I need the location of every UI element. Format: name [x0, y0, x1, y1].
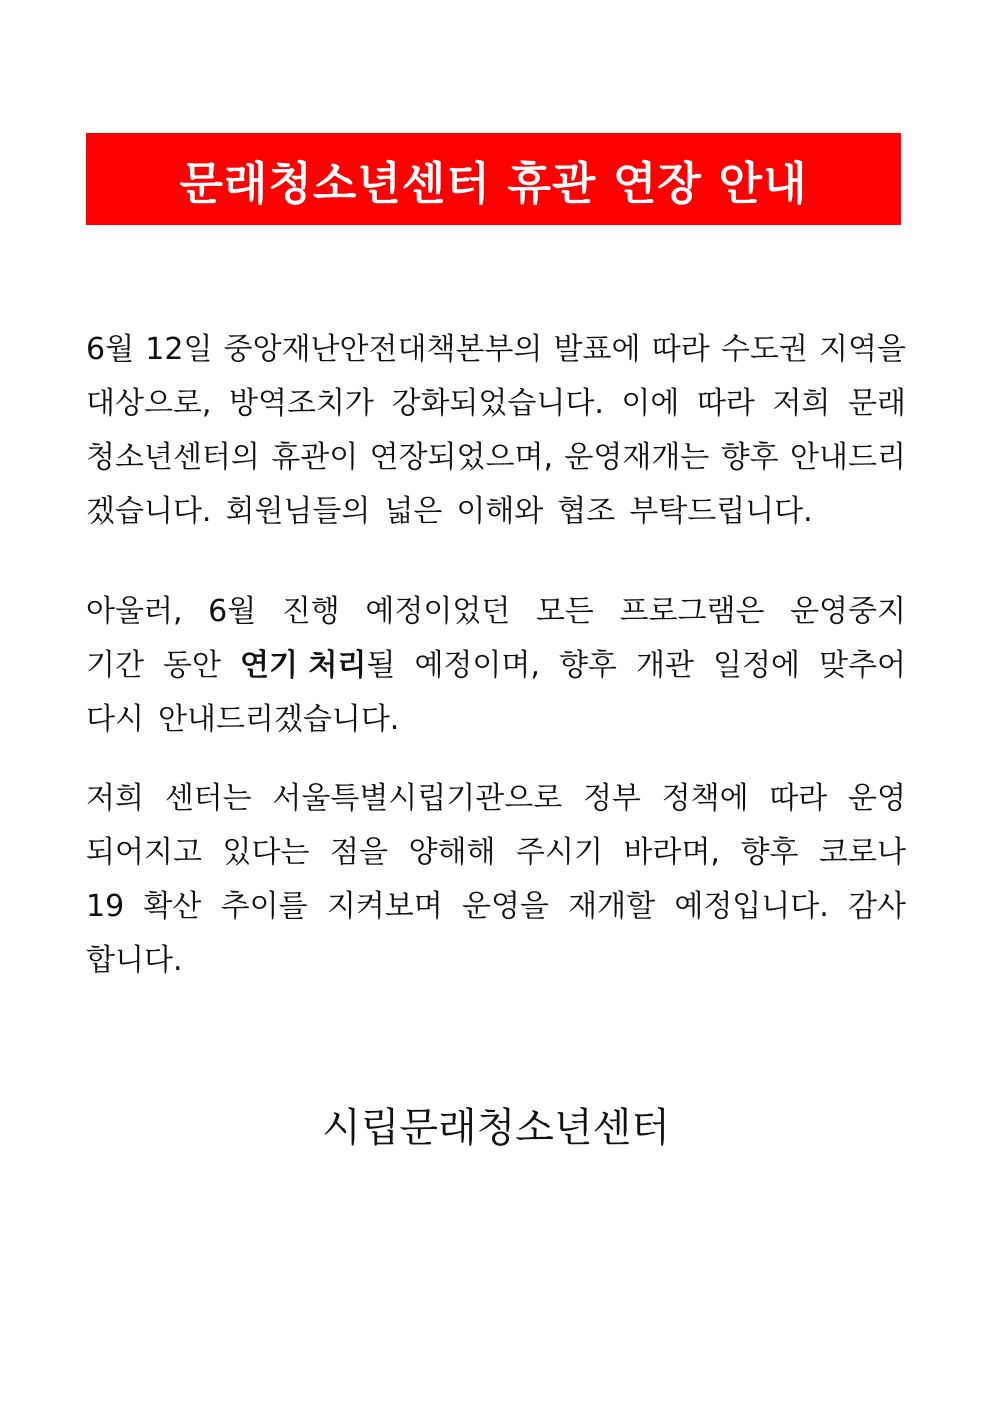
word: 지켜보며: [326, 889, 443, 924]
word: 되어지고: [86, 835, 202, 870]
word: 이해와: [456, 494, 544, 529]
word: 맞추어: [818, 648, 906, 683]
word: 청소년센터의: [86, 440, 260, 475]
word: 넓은: [384, 494, 443, 529]
bold-phrase: 연기 처리: [240, 648, 367, 683]
word: 진행: [281, 594, 340, 629]
word: 이에: [621, 386, 680, 421]
word: 동안: [163, 648, 221, 683]
word: 추이를: [220, 889, 308, 924]
word: 겠습니다.: [86, 494, 212, 529]
paragraph-line: [86, 826, 906, 880]
word: 아울러,: [86, 594, 183, 629]
page-title: 문래청소년센터 휴관 연장 안내: [179, 156, 808, 210]
word: 바라며,: [623, 835, 720, 870]
word: 12일: [145, 332, 213, 367]
word: 연장되었으며,: [369, 440, 554, 475]
paragraph-line: [86, 772, 906, 826]
word: 방역조치가: [229, 386, 374, 421]
word: 다시: [86, 702, 144, 737]
word: 향후: [720, 440, 779, 475]
word: 예정이었던: [365, 594, 511, 629]
word: 회원님들의: [225, 494, 371, 529]
notice-paragraph-1: [86, 323, 906, 539]
word: 개관: [635, 648, 694, 683]
word: 프로그램은: [619, 594, 765, 629]
word: 정책에: [661, 781, 749, 816]
paragraph-line: [86, 639, 906, 693]
word: 휴관이: [271, 440, 359, 475]
paragraph-line: [86, 880, 906, 934]
word: 예정입니다.: [674, 889, 829, 924]
notice-paragraph-2: [86, 585, 906, 747]
word: 저희: [772, 386, 831, 421]
word: 문래: [847, 386, 906, 421]
word: 감사: [848, 889, 906, 924]
word: 합니다.: [86, 943, 183, 978]
word: 서울특별시립기관으로: [272, 781, 563, 816]
word: 모든: [535, 594, 594, 629]
paragraph-line: [86, 693, 906, 747]
word: 점을: [329, 835, 388, 870]
word: 정부: [582, 781, 641, 816]
word: 향후: [740, 835, 799, 870]
word: 6월: [208, 594, 257, 629]
paragraph-line: [86, 485, 906, 539]
word: 센터는: [164, 781, 252, 816]
signature: 시립문래청소년센터: [322, 1105, 670, 1151]
word: 대상으로,: [86, 386, 212, 421]
word: 확산: [143, 889, 202, 924]
word: 저희: [86, 781, 144, 816]
word: 따라: [769, 781, 828, 816]
word: 따라: [651, 332, 710, 367]
word-suffix: 될: [366, 648, 396, 683]
word: 코로나: [819, 835, 906, 870]
title-banner: [86, 133, 901, 225]
word: 안내드리: [790, 440, 906, 475]
word: 지역을: [819, 332, 906, 367]
word: 운영을: [461, 889, 549, 924]
notice-paragraph-3: [86, 772, 906, 988]
word: 협조: [557, 494, 616, 529]
word: 예정이며,: [414, 648, 540, 683]
paragraph-line: [86, 431, 906, 485]
word: 양해해: [408, 835, 496, 870]
word: 6월: [86, 332, 135, 367]
word: 운영: [848, 781, 906, 816]
word: 있다는: [222, 835, 310, 870]
paragraph-line: [86, 377, 906, 431]
word: 재개할: [568, 889, 656, 924]
word: 강화되었습니다.: [391, 386, 604, 421]
word: 중앙재난안전대책본부의: [223, 332, 543, 367]
word: 향후: [558, 648, 617, 683]
word: 따라: [696, 386, 755, 421]
word: 주시기: [515, 835, 603, 870]
word-bold-group: [240, 639, 395, 693]
word: 수도권: [720, 332, 808, 367]
word: 운영재개는: [564, 440, 710, 475]
paragraph-line: [86, 323, 906, 377]
word: 부탁드립니다.: [629, 494, 813, 529]
word: 운영중지: [790, 594, 906, 629]
word: 일정에: [712, 648, 800, 683]
word: 안내드리겠습니다.: [157, 702, 400, 737]
word: 발표에: [553, 332, 641, 367]
word: 19: [86, 889, 125, 924]
paragraph-line: [86, 585, 906, 639]
paragraph-line: [86, 934, 906, 988]
word: 기간: [86, 648, 144, 683]
